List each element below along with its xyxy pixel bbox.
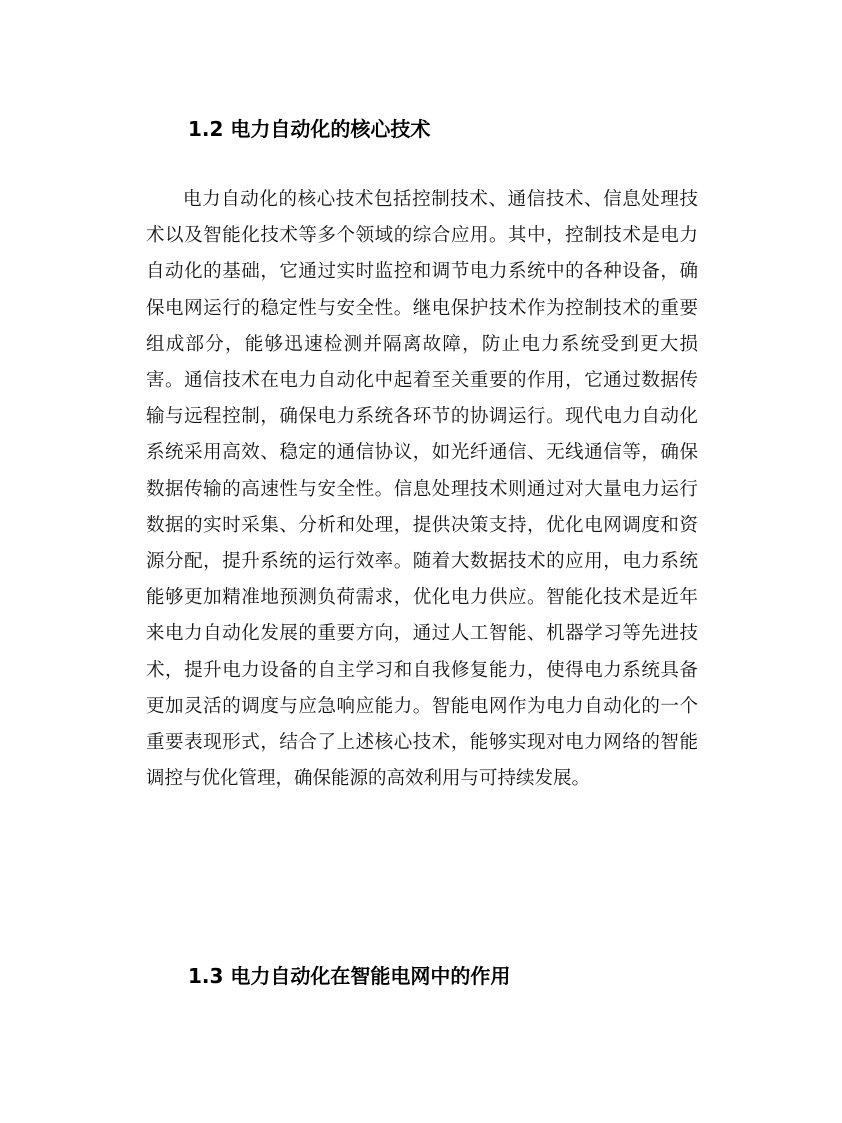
section-heading-1-3: 1.3 电力自动化在智能电网中的作用	[188, 964, 511, 988]
section-paragraph-1-2: 电力自动化的核心技术包括控制技术、通信技术、信息处理技术以及智能化技术等多个领域的综合应用。其中，控制技术是电力自动化的基础，它通过实时监控和调节电力系统中的各种设备，确保电网运行的稳定性与安全性。继电保护技术作为控制技术的重要组成部分，能够迅速检测并隔离故障，防止电力系统受到更大损害。通信技术在电力自动化中起着至关重要的作用，它通过数据传输与远程控制，确保电力系统各环节的协调运行。现代电力自动化系统采用高效、稳定的通信协议，如光纤通信、无线通信等，确保数据传输的高速性与安全性。信息处理技术则通过对大量电力运行数据的实时采集、分析和处理，提供决策支持，优化电网调度和资源分配，提升系统的运行效率。随着大数据技术的应用，电力系统能够更加精准地预测负荷需求，优化电力供应。智能化技术是近年来电力自动化发展的重要方向，通过人工智能、机器学习等先进技术，提升电力设备的自主学习和自我修复能力，使得电力系统具备更加灵活的调度与应急响应能力。智能电网作为电力自动化的一个重要表现形式，结合了上述核心技术，能够实现对电力网络的智能调控与优化管理，确保能源的高效利用与可持续发展。	[146, 189, 698, 790]
section-heading-1-2: 1.2 电力自动化的核心技术	[188, 117, 431, 141]
